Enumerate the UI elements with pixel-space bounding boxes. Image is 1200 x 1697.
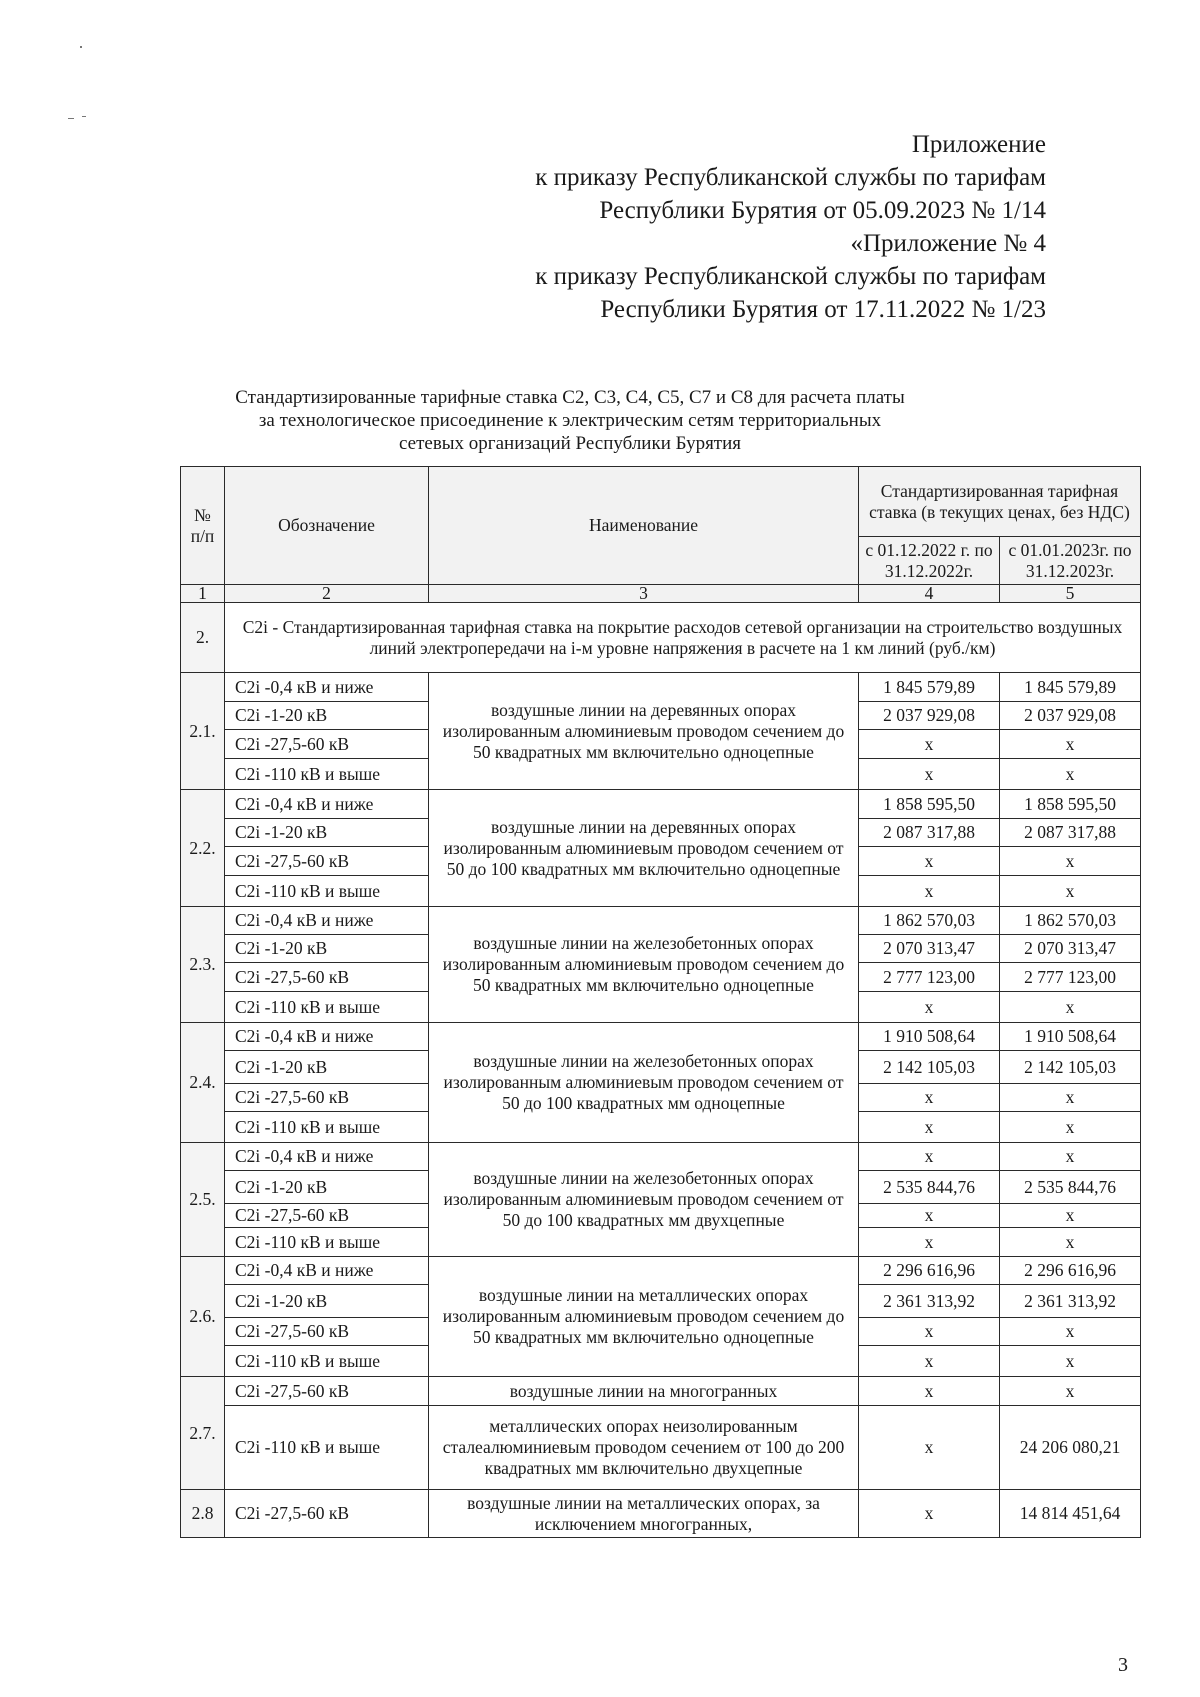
rate-2022-cell: 1 910 508,64: [859, 1023, 1000, 1051]
table-row: [181, 1490, 1141, 1538]
name-cell: воздушные линии на деревянных опорах изолированным алюминиевым проводом сечением до 50 квадратных мм включительно одноцепные: [429, 673, 859, 790]
header-line: к приказу Республиканской службы по тарифам: [535, 263, 1046, 290]
designation-cell: C2i -110 кВ и выше: [225, 992, 429, 1023]
rate-2023-cell: 2 361 313,92: [1000, 1285, 1141, 1318]
designation-cell: C2i -0,4 кВ и ниже: [225, 790, 429, 819]
designation-cell: C2i -27,5-60 кВ: [225, 1204, 429, 1228]
table-row: [181, 1377, 1141, 1406]
designation-cell: C2i -27,5-60 кВ: [225, 1377, 429, 1406]
rate-2022-cell: 2 535 844,76: [859, 1171, 1000, 1204]
name-cell: металлических опорах неизолированным сталеалюминиевым проводом сечением от 100 до 200 квадратных мм включительно двухцепные: [429, 1406, 859, 1490]
rate-2023-cell: 2 037 929,08: [1000, 702, 1141, 730]
rate-2023-cell: 2 087 317,88: [1000, 819, 1141, 847]
rate-2022-cell: х: [859, 1318, 1000, 1346]
rate-2023-cell: 14 814 451,64: [1000, 1490, 1141, 1538]
rate-2023-cell: 24 206 080,21: [1000, 1406, 1141, 1490]
designation-cell: C2i -0,4 кВ и ниже: [225, 1257, 429, 1285]
table-row: [181, 1406, 1141, 1490]
rate-2023-cell: х: [1000, 759, 1141, 790]
rate-2022-cell: х: [859, 992, 1000, 1023]
table-row: [181, 1143, 1141, 1171]
rate-2022-cell: 2 296 616,96: [859, 1257, 1000, 1285]
header-period-2: с 01.01.2023г. по 31.12.2023г.: [1000, 537, 1141, 585]
designation-cell: C2i -27,5-60 кВ: [225, 1084, 429, 1112]
header-rate-group: Стандартизированная тарифная ставка (в текущих ценах, без НДС): [859, 467, 1141, 537]
name-cell: воздушные линии на многогранных: [429, 1377, 859, 1406]
rate-2022-cell: х: [859, 1204, 1000, 1228]
designation-cell: C2i -0,4 кВ и ниже: [225, 907, 429, 935]
rate-2023-cell: 2 535 844,76: [1000, 1171, 1141, 1204]
rate-2023-cell: 1 910 508,64: [1000, 1023, 1141, 1051]
column-index: 3: [429, 585, 859, 603]
designation-cell: C2i -27,5-60 кВ: [225, 1490, 429, 1538]
rate-2022-cell: 2 070 313,47: [859, 935, 1000, 963]
rate-2022-cell: х: [859, 730, 1000, 759]
designation-cell: C2i -27,5-60 кВ: [225, 1318, 429, 1346]
rate-2023-cell: х: [1000, 876, 1141, 907]
name-cell: воздушные линии на металлических опорах изолированным алюминиевым проводом сечением до 50 квадратных мм включительно одноцепные: [429, 1257, 859, 1377]
rate-2022-cell: 2 087 317,88: [859, 819, 1000, 847]
group-num: 2.4.: [181, 1023, 225, 1143]
header-designation: Обозначение: [225, 467, 429, 585]
rate-2023-cell: х: [1000, 1377, 1141, 1406]
rate-2022-cell: 2 361 313,92: [859, 1285, 1000, 1318]
designation-cell: C2i -110 кВ и выше: [225, 759, 429, 790]
document-title: [180, 386, 960, 455]
header-line: Республики Бурятия от 05.09.2023 № 1/14: [599, 197, 1046, 224]
rate-2022-cell: 2 037 929,08: [859, 702, 1000, 730]
rate-2022-cell: х: [859, 1346, 1000, 1377]
section-num: 2.: [181, 603, 225, 673]
rate-2022-cell: х: [859, 1084, 1000, 1112]
header-line: к приказу Республиканской службы по тарифам: [535, 164, 1046, 191]
section-row: [181, 603, 1141, 673]
rate-2022-cell: х: [859, 876, 1000, 907]
designation-cell: C2i -110 кВ и выше: [225, 1406, 429, 1490]
designation-cell: C2i -27,5-60 кВ: [225, 730, 429, 759]
table-row: [181, 1023, 1141, 1051]
designation-cell: C2i -0,4 кВ и ниже: [225, 673, 429, 702]
rate-2023-cell: 1 862 570,03: [1000, 907, 1141, 935]
column-index: 5: [1000, 585, 1141, 603]
rate-2022-cell: 2 142 105,03: [859, 1051, 1000, 1084]
column-index: 2: [225, 585, 429, 603]
designation-cell: C2i -1-20 кВ: [225, 819, 429, 847]
rate-2023-cell: х: [1000, 992, 1141, 1023]
group-num: 2.5.: [181, 1143, 225, 1257]
header-line: Республики Бурятия от 17.11.2022 № 1/23: [600, 296, 1046, 323]
table-row: [181, 1257, 1141, 1285]
rate-2023-cell: 2 142 105,03: [1000, 1051, 1141, 1084]
rate-2023-cell: х: [1000, 1084, 1141, 1112]
appendix-header: [535, 128, 1046, 326]
name-cell: воздушные линии на металлических опорах, за исключением многогранных,: [429, 1490, 859, 1538]
rate-2022-cell: 1 862 570,03: [859, 907, 1000, 935]
column-index: 4: [859, 585, 1000, 603]
designation-cell: C2i -110 кВ и выше: [225, 1112, 429, 1143]
column-index-row: [181, 585, 1141, 603]
group-num: 2.6.: [181, 1257, 225, 1377]
designation-cell: C2i -1-20 кВ: [225, 935, 429, 963]
rate-2023-cell: х: [1000, 1143, 1141, 1171]
rate-2023-cell: х: [1000, 1318, 1141, 1346]
designation-cell: C2i -1-20 кВ: [225, 1171, 429, 1204]
column-index: 1: [181, 585, 225, 603]
rate-2022-cell: х: [859, 1228, 1000, 1257]
name-cell: воздушные линии на железобетонных опорах изолированным алюминиевым проводом сечением до 50 квадратных мм включительно одноцепные: [429, 907, 859, 1023]
rate-2023-cell: х: [1000, 1346, 1141, 1377]
designation-cell: C2i -110 кВ и выше: [225, 1228, 429, 1257]
title-line: за технологическое присоединение к электрическим сетям территориальных: [258, 410, 882, 431]
rate-2022-cell: 1 845 579,89: [859, 673, 1000, 702]
table-row: [181, 673, 1141, 702]
scan-speck: [82, 116, 86, 117]
group-num: 2.3.: [181, 907, 225, 1023]
header-period-1: с 01.12.2022 г. по 31.12.2022г.: [859, 537, 1000, 585]
designation-cell: C2i -110 кВ и выше: [225, 876, 429, 907]
rate-2022-cell: х: [859, 847, 1000, 876]
scan-speck: [68, 118, 74, 119]
designation-cell: C2i -1-20 кВ: [225, 1285, 429, 1318]
tariff-table: [180, 466, 1141, 1538]
table-row: [181, 907, 1141, 935]
rate-2022-cell: х: [859, 1377, 1000, 1406]
designation-cell: C2i -0,4 кВ и ниже: [225, 1023, 429, 1051]
designation-cell: C2i -1-20 кВ: [225, 702, 429, 730]
rate-2023-cell: х: [1000, 1204, 1141, 1228]
designation-cell: C2i -27,5-60 кВ: [225, 847, 429, 876]
table-header-row: [181, 467, 1141, 537]
rate-2022-cell: 2 777 123,00: [859, 963, 1000, 992]
rate-2023-cell: 1 858 595,50: [1000, 790, 1141, 819]
rate-2022-cell: х: [859, 759, 1000, 790]
scan-speck: [80, 46, 82, 48]
name-cell: воздушные линии на деревянных опорах изолированным алюминиевым проводом сечением от 50 до 100 квадратных мм включительно одноцепные: [429, 790, 859, 907]
rate-2022-cell: 1 858 595,50: [859, 790, 1000, 819]
group-num: 2.8: [181, 1490, 225, 1538]
rate-2023-cell: х: [1000, 847, 1141, 876]
section-text: C2i - Стандартизированная тарифная ставка на покрытие расходов сетевой организации на строительство воздушных линий электропередачи на i-м уровне напряжения в расчете на 1 км линий (руб./км): [225, 603, 1141, 673]
designation-cell: C2i -27,5-60 кВ: [225, 963, 429, 992]
rate-2022-cell: х: [859, 1406, 1000, 1490]
rate-2023-cell: 2 070 313,47: [1000, 935, 1141, 963]
header-num: № п/п: [181, 467, 225, 585]
rate-2023-cell: х: [1000, 730, 1141, 759]
table-row: [181, 790, 1141, 819]
title-line: сетевых организаций Республики Бурятия: [398, 433, 742, 454]
groups-body: [181, 673, 1141, 1377]
rate-2023-cell: 2 777 123,00: [1000, 963, 1141, 992]
designation-cell: C2i -110 кВ и выше: [225, 1346, 429, 1377]
name-cell: воздушные линии на железобетонных опорах изолированным алюминиевым проводом сечением от 50 до 100 квадратных мм двухцепные: [429, 1143, 859, 1257]
group-num: 2.2.: [181, 790, 225, 907]
group-num: 2.1.: [181, 673, 225, 790]
group-num: 2.7.: [181, 1377, 225, 1490]
page-number: 3: [1118, 1654, 1128, 1676]
header-line: «Приложение № 4: [850, 230, 1046, 257]
rate-2023-cell: х: [1000, 1228, 1141, 1257]
rate-2023-cell: 1 845 579,89: [1000, 673, 1141, 702]
rate-2022-cell: х: [859, 1143, 1000, 1171]
rate-2023-cell: 2 296 616,96: [1000, 1257, 1141, 1285]
designation-cell: C2i -0,4 кВ и ниже: [225, 1143, 429, 1171]
header-line: Приложение: [911, 131, 1046, 158]
rate-2023-cell: х: [1000, 1112, 1141, 1143]
rate-2022-cell: х: [859, 1490, 1000, 1538]
name-cell: воздушные линии на железобетонных опорах изолированным алюминиевым проводом сечением от 50 до 100 квадратных мм одноцепные: [429, 1023, 859, 1143]
designation-cell: C2i -1-20 кВ: [225, 1051, 429, 1084]
rate-2022-cell: х: [859, 1112, 1000, 1143]
title-line: Стандартизированные тарифные ставка С2, С3, С4, С5, С7 и С8 для расчета платы: [235, 387, 905, 408]
header-name: Наименование: [429, 467, 859, 585]
